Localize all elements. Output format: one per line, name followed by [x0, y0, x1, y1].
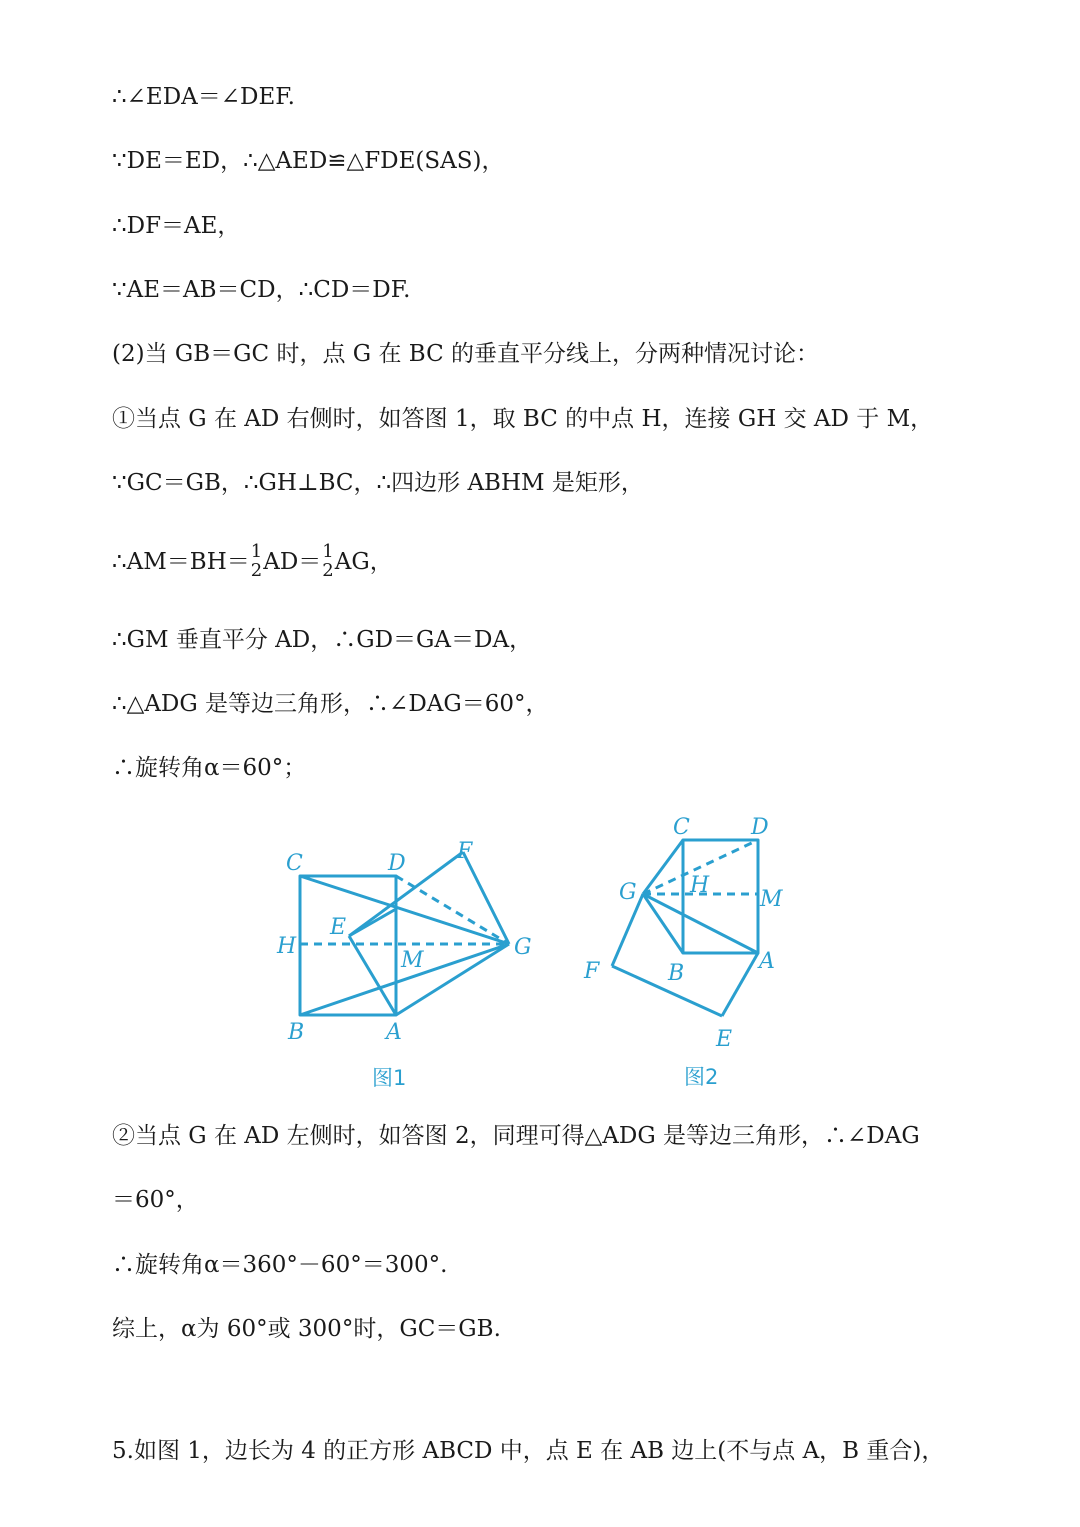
fig2-caption: 图2 [684, 1065, 719, 1089]
segment-ea-2 [722, 953, 758, 1016]
fig2-label-e: E [716, 1027, 733, 1052]
segment-ed [349, 909, 396, 936]
proof-line-12: ②当点 G 在 AD 左侧时，如答图 2，同理可得△ADG 是等边三角形，∴∠DAG [112, 1123, 920, 1149]
proof-line-14: ∴旋转角α＝360°－60°＝300°. [112, 1252, 448, 1278]
segment-ga-2 [643, 894, 758, 953]
proof-line-8 [112, 541, 393, 582]
proof-line-2: ∵DE＝ED，∴△AED≌△FDE(SAS)， [112, 148, 505, 174]
fig2-label-b: B [668, 961, 685, 986]
figure-block [262, 808, 902, 1098]
proof-line-6: ①当点 G 在 AD 右侧时，如答图 1，取 BC 的中点 H，连接 GH 交 AD 于 M， [112, 406, 934, 432]
proof-line-13: ＝60°， [112, 1187, 199, 1213]
fig2-label-h: H [690, 873, 710, 898]
proof-line-15: 综上，α为 60°或 300°时，GC＝GB. [112, 1316, 501, 1342]
figure-2-drawing [612, 840, 758, 1016]
proof-line-1: ∴∠EDA＝∠DEF. [112, 84, 295, 110]
fig1-label-d: D [388, 851, 406, 876]
problem-5-statement: 5.如图 1，边长为 4 的正方形 ABCD 中，点 E 在 AB 边上(不与点 A，B 重合)， [112, 1438, 945, 1464]
fig1-label-a: A [386, 1020, 402, 1045]
fig2-label-g: G [619, 880, 637, 905]
fig1-caption: 图1 [372, 1066, 407, 1090]
fig2-label-d: D [751, 815, 769, 840]
segment-fe-2 [612, 966, 722, 1016]
line8-part-a: ∴AM＝BH＝ [112, 549, 250, 575]
fraction-numerator: 1 [322, 541, 334, 562]
proof-line-11: ∴旋转角α＝60°； [112, 755, 307, 781]
line8-part-c: AG， [334, 549, 393, 575]
fraction-numerator: 1 [250, 541, 263, 562]
fig1-label-c: C [286, 851, 303, 876]
proof-line-9: ∴GM 垂直平分 AD，∴GD＝GA＝DA， [112, 627, 533, 653]
fig1-label-e: E [330, 915, 347, 940]
line8-part-b: AD＝ [263, 549, 322, 575]
fraction-denominator: 2 [322, 560, 334, 581]
proof-line-4: ∵AE＝AB＝CD，∴CD＝DF. [112, 277, 411, 303]
fraction-denominator: 2 [250, 560, 263, 581]
fraction-one-half [251, 542, 262, 580]
fig1-label-b: B [288, 1020, 305, 1045]
fig2-label-m: M [760, 887, 783, 912]
proof-line-7: ∵GC＝GB，∴GH⊥BC，∴四边形 ABHM 是矩形， [112, 470, 644, 496]
proof-line-5: (2)当 GB＝GC 时，点 G 在 BC 的垂直平分线上，分两种情况讨论： [112, 341, 819, 367]
fig1-label-f: F [457, 839, 473, 864]
proof-line-10: ∴△ADG 是等边三角形，∴∠DAG＝60°， [112, 691, 549, 717]
fig2-label-c: C [673, 815, 690, 840]
fig2-label-a: A [759, 949, 775, 974]
segment-ea [349, 936, 396, 1015]
fig1-label-h: H [277, 934, 297, 959]
fig1-label-m: M [401, 948, 424, 973]
proof-line-3: ∴DF＝AE， [112, 213, 241, 239]
fig1-label-g: G [514, 935, 532, 960]
fraction-one-half [322, 542, 333, 580]
fig2-label-f: F [584, 959, 600, 984]
geometry-figures [262, 808, 902, 1098]
